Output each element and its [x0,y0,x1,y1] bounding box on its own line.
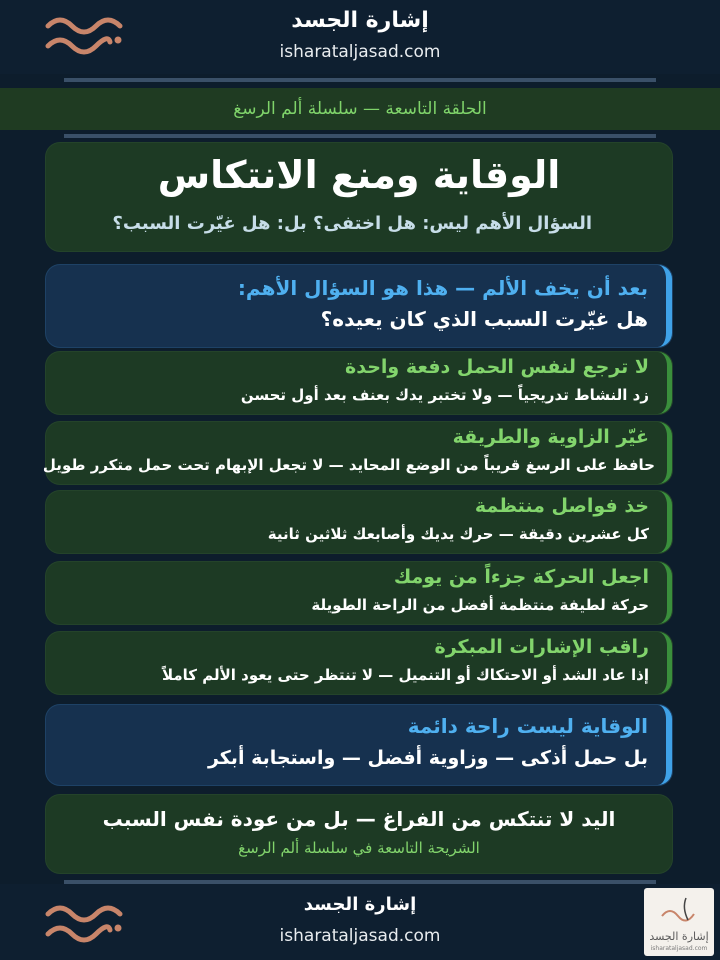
tip-body: إذا عاد الشد أو الاحتكاك أو التنميل — لا تنتظر حتى يعود الألم كاملاً [161,666,649,684]
watermark-url: isharataljasad.com [650,945,708,952]
prevention-body: بل حمل أذكى — وزاوية أفضل — واستجابة أبكر [207,747,648,769]
header [0,0,720,74]
intro-heading: بعد أن يخف الألم — هذا هو السؤال الأهم: [237,276,648,300]
tip-heading: اجعل الحركة جزءاً من يومك [393,566,649,588]
watermark-waves-icon [658,892,700,930]
page-subtitle: السؤال الأهم ليس: هل اختفى؟ بل: هل غيّرت السبب؟ [112,213,592,234]
tip-card [46,562,672,624]
brand-title: إشارة الجسد [291,8,429,33]
divider [64,134,656,138]
tip-heading: راقب الإشارات المبكرة [434,636,649,658]
prevention-heading: الوقاية ليست راحة دائمة [407,714,648,738]
tip-card [46,491,672,553]
intro-question: هل غيّرت السبب الذي كان يعيده؟ [320,307,648,331]
footer [0,884,720,960]
divider [64,78,656,82]
closing-caption: الشريحة التاسعة في سلسلة ألم الرسغ [238,839,480,857]
tip-heading: خذ فواصل منتظمة [474,495,649,517]
footer-brand-title: إشارة الجسد [303,894,417,915]
title-card [46,143,672,251]
prevention-card [46,705,672,785]
tip-body: كل عشرين دقيقة — حرك يديك وأصابعك ثلاثين ثانية [267,525,649,543]
page-title: الوقاية ومنع الانتكاس [157,153,561,197]
tip-body: زد النشاط تدريجياً — ولا تختبر يدك بعنف بعد أول تحسن [240,386,649,404]
series-label: الحلقة التاسعة — سلسلة ألم الرسغ [0,88,720,130]
tip-body: حركة لطيفة منتظمة أفضل من الراحة الطويلة [311,596,649,614]
closing-card [46,795,672,873]
tip-card [46,632,672,694]
tip-card [42,422,672,484]
intro-card [46,265,672,347]
tip-heading: غيّر الزاوية والطريقة [452,426,649,448]
brand-url: isharataljasad.com [279,42,441,62]
tip-heading: لا ترجع لنفس الحمل دفعة واحدة [345,356,649,378]
watermark-name: إشارة الجسد [649,930,709,943]
tip-card [46,352,672,414]
tip-body: حافظ على الرسغ قريباً من الوضع المحايد — لا تجعل الإبهام تحت حمل متكرر طويل [42,456,655,474]
watermark-logo [644,888,714,956]
footer-brand-url: isharataljasad.com [279,926,441,946]
closing-statement: اليد لا تنتكس من الفراغ — بل من عودة نفس السبب [102,807,616,831]
